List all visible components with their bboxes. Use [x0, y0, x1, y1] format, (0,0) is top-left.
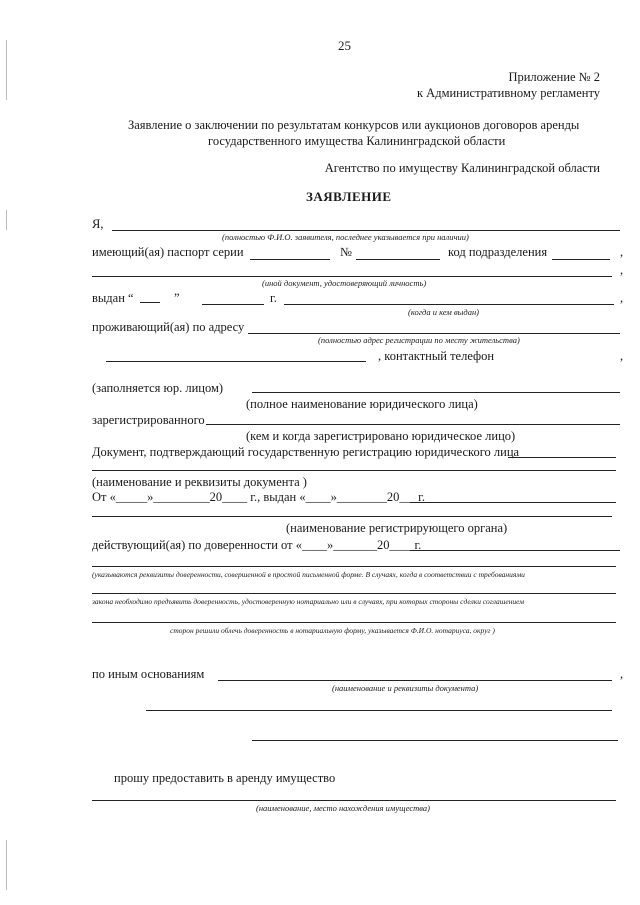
power-of-attorney-label: действующий(ая) по доверенности от «____»_______20____г. [92, 538, 422, 552]
passport-series-field[interactable] [250, 259, 330, 260]
address-caption: (полностью адрес регистрации по месту жительства) [318, 335, 520, 345]
quote-close: ” [174, 291, 180, 305]
registration-caption: (кем и когда зарегистрировано юридическое лицо) [246, 429, 516, 443]
issued-by-org-field-2[interactable] [92, 516, 612, 517]
attorney-note-1: (указываются реквизиты доверенности, совершенной в простой письменной форме. В случаях, когда в соответствии с требованиями [92, 570, 525, 579]
legal-entity-label: (заполняется юр. лицом) [92, 381, 224, 395]
year-label: г. [270, 291, 277, 305]
page-number: 25 [338, 38, 351, 53]
comma: , [620, 245, 624, 259]
document-title: ЗАЯВЛЕНИЕ [306, 189, 392, 204]
other-grounds-caption: (наименование и реквизиты документа) [332, 683, 479, 693]
from-date-line: От «_____»_________20____ г., выдан «____»________20___г. [92, 490, 425, 504]
comma: , [620, 349, 624, 363]
ya-label: Я, [92, 217, 104, 231]
attorney-note-2: закона необходимо предъявить доверенность, удостоверенную нотариально или в случаях, при которых стороны сделки соглашением [92, 597, 525, 606]
division-code-label: код подразделения [448, 245, 548, 259]
appendix-line-2: к Административному регламенту [416, 86, 600, 100]
other-grounds-label: по иным основаниям [92, 667, 205, 681]
other-doc-field-line[interactable] [92, 276, 612, 277]
comma: , [620, 291, 624, 305]
scan-edge-mark [6, 40, 7, 100]
issued-label: выдан “ [92, 291, 134, 305]
doc-confirming-field[interactable] [508, 457, 616, 458]
request-label: прошу предоставить в аренду имущество [114, 771, 336, 785]
registered-label: зарегистрированного [92, 413, 205, 427]
other-grounds-field-2[interactable] [146, 710, 612, 711]
doc-confirming-field-2[interactable] [92, 470, 616, 471]
doc-confirming-label: Документ, подтверждающий государственную регистрацию юридического лица [92, 445, 520, 459]
comma: , [620, 263, 624, 277]
other-doc-caption: (иной документ, удостоверяющий личность) [262, 278, 427, 288]
other-grounds-field-3[interactable] [252, 740, 618, 741]
passport-series-label: имеющий(ая) паспорт серии [92, 245, 244, 259]
heading-line-2: государственного имущества Калининградской области [208, 134, 506, 148]
passport-number-field[interactable] [356, 259, 440, 260]
issued-by-field[interactable] [284, 304, 614, 305]
attorney-details-line-1[interactable] [92, 566, 616, 567]
fio-field-line[interactable] [112, 230, 620, 231]
address-field-line[interactable] [248, 333, 620, 334]
address-continued-field[interactable] [106, 361, 366, 362]
attorney-details-line-3[interactable] [92, 622, 616, 623]
legal-name-caption: (полное наименование юридического лица) [246, 397, 478, 411]
heading-line-1: Заявление о заключении по результатам конкурсов или аукционов договоров аренды [128, 118, 580, 132]
fio-caption: (полностью Ф.И.О. заявителя, последнее указывается при наличии) [222, 232, 469, 242]
scan-edge-mark [6, 210, 7, 230]
issued-caption: (когда и кем выдан) [408, 307, 480, 317]
issued-by-org-field[interactable] [410, 502, 616, 503]
comma: , [620, 667, 624, 681]
number-sign: № [340, 245, 352, 259]
doc-name-caption: (наименование и реквизиты документа ) [92, 475, 307, 489]
attorney-note-3: сторон решили облечь доверенность в нотариальную форму, указывается Ф.И.О. нотариуса, округ ) [170, 626, 495, 635]
division-code-field[interactable] [552, 259, 610, 260]
residing-label: проживающий(ая) по адресу [92, 320, 245, 334]
contact-phone-label: , контактный телефон [378, 349, 495, 363]
reg-authority-caption: (наименование регистрирующего органа) [286, 521, 508, 535]
attorney-details-line-2[interactable] [92, 593, 616, 594]
other-grounds-field[interactable] [218, 680, 612, 681]
appendix-line-1: Приложение № 2 [508, 70, 600, 84]
issued-day-field[interactable] [140, 302, 160, 303]
legal-name-field[interactable] [252, 392, 620, 393]
registered-field[interactable] [206, 424, 620, 425]
property-caption: (наименование, место нахождения имущества) [256, 803, 431, 813]
scan-edge-mark [6, 840, 7, 890]
property-field-line[interactable] [92, 800, 616, 801]
issued-month-field[interactable] [202, 304, 264, 305]
agency-name: Агентство по имуществу Калининградской области [324, 161, 600, 175]
power-of-attorney-field[interactable] [410, 550, 620, 551]
